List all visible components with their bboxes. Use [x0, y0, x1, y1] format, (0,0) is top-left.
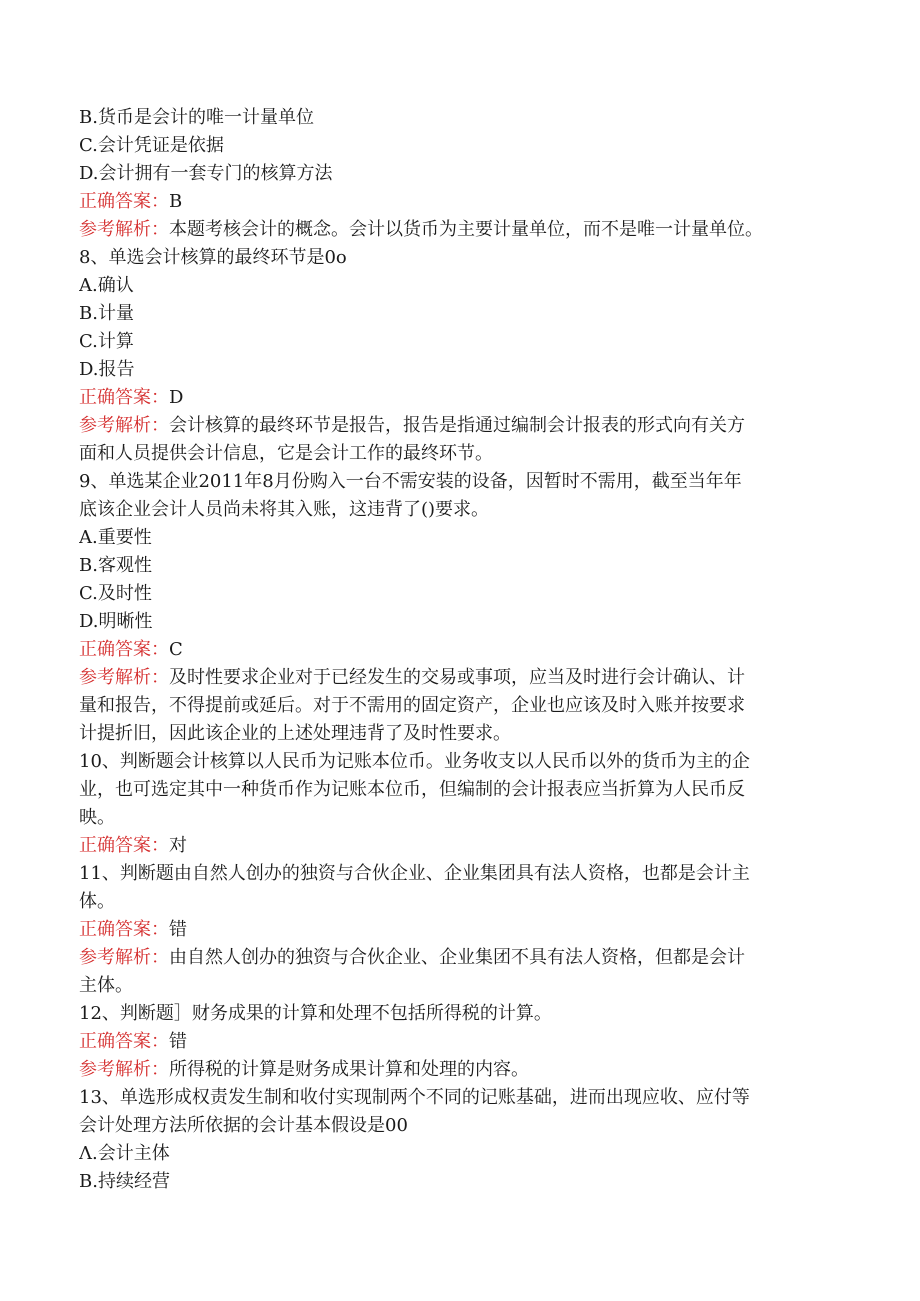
text-line: B.客观性: [79, 555, 152, 576]
correct-answer-line: [79, 832, 849, 860]
answer-label: 正确答案：: [79, 639, 169, 660]
answer-label: 正确答案：: [79, 387, 169, 408]
answer-value: 对: [169, 835, 187, 856]
text-line: 面和人员提供会计信息，它是会计工作的最终环节。: [79, 443, 493, 464]
answer-label: 正确答案：: [79, 1031, 169, 1052]
analysis-label: 参考解析：: [79, 219, 169, 240]
analysis-label: 参考解析：: [79, 415, 169, 436]
analysis-line: [79, 664, 849, 692]
analysis-label: 参考解析：: [79, 667, 169, 688]
analysis-line: [79, 412, 849, 440]
answer-value: 错: [169, 1031, 187, 1052]
analysis-text: 本题考核会计的概念。会计以货币为主要计量单位，而不是唯一计量单位。: [169, 219, 763, 240]
text-line: B.货币是会计的唯一计量单位: [79, 107, 314, 128]
text-line: 业，也可选定其中一种货币作为记账本位币，但编制的会计报表应当折算为人民币反: [79, 779, 745, 800]
answer-value: D: [169, 387, 184, 408]
text-line: 主体。: [79, 975, 133, 996]
text-line: D.明晰性: [79, 611, 153, 632]
text-line: 12、判断题］财务成果的计算和处理不包括所得税的计算。: [79, 1003, 552, 1024]
question-list: [79, 104, 849, 1196]
text-line: D.会计拥有一套专门的核算方法: [79, 163, 333, 184]
text-line: 13、单选形成权责发生制和收付实现制两个不同的记账基础，进而出现应收、应付等: [79, 1087, 750, 1108]
correct-answer-line: [79, 384, 849, 412]
answer-label: 正确答案：: [79, 191, 169, 212]
analysis-line: [79, 944, 849, 972]
text-line: 映。: [79, 807, 115, 828]
text-line: B.持续经营: [79, 1171, 170, 1192]
analysis-label: 参考解析：: [79, 947, 169, 968]
analysis-line: [79, 1056, 849, 1084]
answer-label: 正确答案：: [79, 835, 169, 856]
text-line: 底该企业会计人员尚未将其入账，这违背了()要求。: [79, 499, 490, 520]
answer-value: C: [169, 639, 183, 660]
text-line: 8、单选会计核算的最终环节是0o: [79, 247, 347, 268]
analysis-text: 及时性要求企业对于已经发生的交易或事项，应当及时进行会计确认、计: [169, 667, 745, 688]
analysis-text: 会计核算的最终环节是报告，报告是指通过编制会计报表的形式向有关方: [169, 415, 745, 436]
text-line: B.计量: [79, 303, 134, 324]
analysis-text: 由自然人创办的独资与合伙企业、企业集团不具有法人资格，但都是会计: [169, 947, 745, 968]
analysis-label: 参考解析：: [79, 1059, 169, 1080]
correct-answer-line: [79, 916, 849, 944]
analysis-line: [79, 216, 849, 244]
text-line: A.重要性: [79, 527, 152, 548]
correct-answer-line: [79, 1028, 849, 1056]
text-line: 量和报告，不得提前或延后。对于不需用的固定资产，企业也应该及时入账并按要求: [79, 695, 745, 716]
text-line: A.确认: [79, 275, 134, 296]
correct-answer-line: [79, 188, 849, 216]
correct-answer-line: [79, 636, 849, 664]
text-line: C.会计凭证是依据: [79, 135, 224, 156]
answer-label: 正确答案：: [79, 919, 169, 940]
text-line: C.计算: [79, 331, 134, 352]
text-line: 11、判断题由自然人创办的独资与合伙企业、企业集团具有法人资格，也都是会计主: [79, 863, 750, 884]
text-line: C.及时性: [79, 583, 152, 604]
text-line: D.报告: [79, 359, 135, 380]
text-line: 体。: [79, 891, 115, 912]
answer-value: B: [169, 191, 183, 212]
text-line: Λ.会计主体: [79, 1143, 170, 1164]
analysis-text: 所得税的计算是财务成果计算和处理的内容。: [169, 1059, 529, 1080]
text-line: 9、单选某企业2011年8月份购入一台不需安装的设备，因暂时不需用，截至当年年: [79, 471, 742, 492]
text-line: 10、判断题会计核算以人民币为记账本位币。业务收支以人民币以外的货币为主的企: [79, 751, 750, 772]
text-line: 会计处理方法所依据的会计基本假设是00: [79, 1115, 408, 1136]
text-line: 计提折旧，因此该企业的上述处理违背了及时性要求。: [79, 723, 511, 744]
answer-value: 错: [169, 919, 187, 940]
